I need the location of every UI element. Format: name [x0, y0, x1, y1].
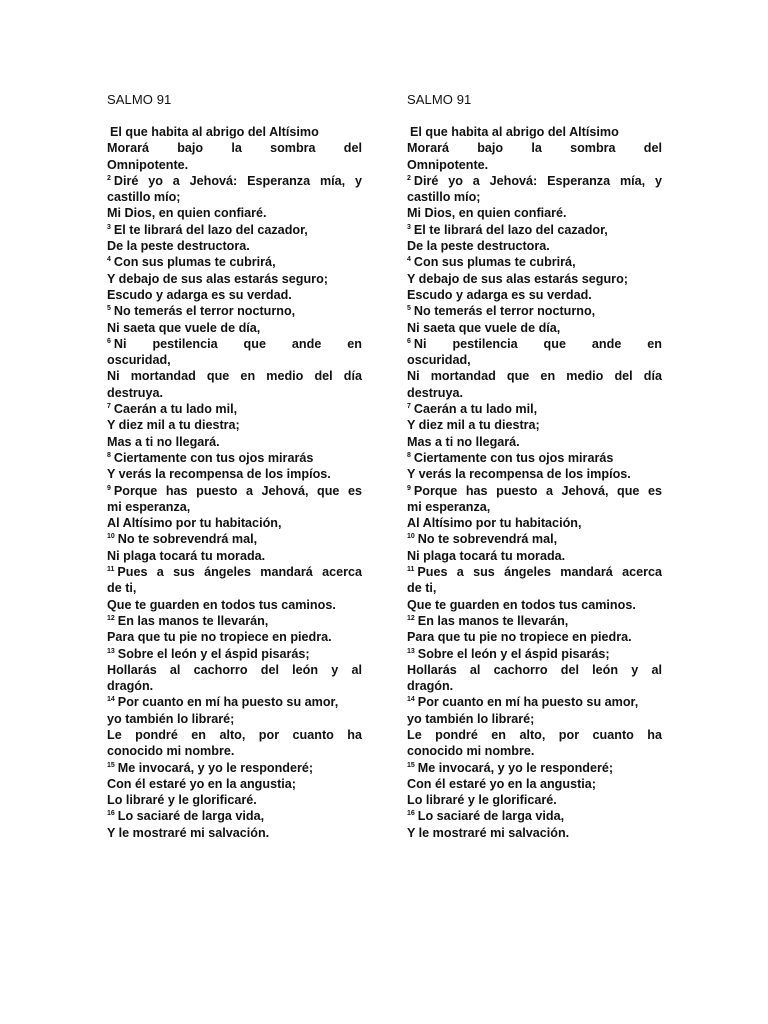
verse-line — [107, 743, 362, 759]
verse-line — [107, 515, 362, 531]
verse-line — [407, 466, 662, 482]
verse-line — [407, 157, 662, 173]
verse-text: Le pondré en alto, por cuanto ha — [407, 727, 662, 742]
verse-text: oscuridad, — [407, 353, 471, 368]
verse-line — [107, 808, 362, 824]
verse-line — [107, 678, 362, 694]
verse-text: Sobre el león y el áspid pisarás; — [417, 646, 610, 661]
verse-text: Y debajo de sus alas estarás seguro; — [407, 271, 628, 286]
verse-text: Por cuanto en mí ha puesto su amor, — [117, 695, 339, 710]
verse-line — [407, 189, 662, 205]
verse-number: 14 — [407, 696, 415, 704]
verse-text: mi esperanza, — [407, 499, 491, 514]
verse-line — [407, 727, 662, 743]
verse-text: Pues a sus ángeles mandará acerca — [117, 565, 362, 580]
verse-number: 14 — [107, 696, 115, 704]
verse-text: No te sobrevendrá mal, — [417, 532, 558, 547]
verse-line — [407, 711, 662, 727]
verse-line — [407, 173, 662, 189]
verse-line — [407, 450, 662, 466]
verse-line — [407, 271, 662, 287]
verse-number: 9 — [107, 484, 111, 492]
verse-line — [107, 499, 362, 515]
verse-line — [107, 694, 362, 710]
verse-line — [107, 711, 362, 727]
verse-number: 8 — [407, 451, 411, 459]
verse-line — [107, 662, 362, 678]
verse-number: 9 — [407, 484, 411, 492]
verse-line — [407, 140, 662, 156]
verse-line — [407, 483, 662, 499]
verse-number: 16 — [407, 810, 415, 818]
verse-line — [407, 352, 662, 368]
psalm-text — [107, 124, 362, 841]
verse-number: 10 — [407, 533, 415, 541]
right-column — [407, 92, 662, 841]
verse-text: Me invocará, y yo le responderé; — [417, 760, 614, 775]
left-column — [107, 92, 362, 841]
verse-line — [107, 385, 362, 401]
verse-line — [407, 205, 662, 221]
verse-text: Porque has puesto a Jehová, que es — [413, 483, 662, 498]
verse-line — [107, 760, 362, 776]
verse-line — [107, 629, 362, 645]
verse-text: Y diez mil a tu diestra; — [407, 418, 540, 433]
verse-number: 15 — [107, 761, 115, 769]
verse-line — [107, 352, 362, 368]
verse-line — [407, 303, 662, 319]
verse-text: Hollarás al cachorro del león y al — [107, 662, 362, 677]
verse-text: castillo mío; — [407, 190, 481, 205]
verse-text: Ni saeta que vuele de día, — [107, 320, 261, 335]
verse-line — [107, 205, 362, 221]
verse-number: 10 — [107, 533, 115, 541]
verse-text: conocido mi nombre. — [107, 744, 235, 759]
verse-text: Diré yo a Jehová: Esperanza mía, y — [113, 173, 362, 188]
verse-text: Ni plaga tocará tu morada. — [407, 548, 566, 563]
verse-text: El te librará del lazo del cazador, — [413, 222, 608, 237]
verse-line — [107, 320, 362, 336]
verse-line — [107, 613, 362, 629]
verse-text: De la peste destructora. — [407, 239, 550, 254]
verse-line — [407, 825, 662, 841]
verse-line — [407, 792, 662, 808]
verse-text: Escudo y adarga es su verdad. — [407, 287, 592, 302]
verse-line — [107, 792, 362, 808]
verse-number: 12 — [107, 614, 115, 622]
verse-line — [407, 336, 662, 352]
verse-line — [407, 222, 662, 238]
psalm-heading: SALMO 91 — [107, 92, 172, 107]
verse-line — [407, 613, 662, 629]
verse-line — [407, 385, 662, 401]
verse-line — [107, 254, 362, 270]
verse-number: 8 — [107, 451, 111, 459]
verse-number: 13 — [407, 647, 415, 655]
verse-text: castillo mío; — [107, 190, 181, 205]
verse-number: 6 — [107, 337, 111, 345]
verse-text: Para que tu pie no tropiece en piedra. — [407, 630, 632, 645]
verse-text: destruya. — [107, 385, 163, 400]
verse-text: Con sus plumas te cubrirá, — [113, 255, 276, 270]
verse-line — [407, 629, 662, 645]
verse-line — [107, 450, 362, 466]
verse-text: Lo saciaré de larga vida, — [417, 809, 565, 824]
verse-text: Ni mortandad que en medio del día — [107, 369, 362, 384]
verse-line — [407, 254, 662, 270]
verse-text: oscuridad, — [107, 353, 171, 368]
verse-line — [407, 580, 662, 596]
verse-line — [107, 776, 362, 792]
verse-text: Sobre el león y el áspid pisarás; — [117, 646, 310, 661]
verse-text: dragón. — [107, 679, 154, 694]
verse-line — [107, 564, 362, 580]
verse-text: Ciertamente con tus ojos mirarás — [113, 450, 314, 465]
verse-line — [407, 760, 662, 776]
verse-text: Con él estaré yo en la angustia; — [407, 776, 596, 791]
verse-number: 4 — [107, 256, 111, 264]
verse-line — [107, 727, 362, 743]
verse-line — [107, 531, 362, 547]
verse-number: 4 — [407, 256, 411, 264]
verse-line — [107, 401, 362, 417]
verse-line — [107, 466, 362, 482]
verse-text: Y le mostraré mi salvación. — [107, 825, 270, 840]
verse-text: Morará bajo la sombra del — [107, 141, 362, 156]
verse-line — [407, 287, 662, 303]
verse-number: 12 — [407, 614, 415, 622]
verse-text: dragón. — [407, 679, 454, 694]
verse-text: Que te guarden en todos tus caminos. — [107, 597, 336, 612]
verse-text: Para que tu pie no tropiece en piedra. — [107, 630, 332, 645]
verse-line — [107, 336, 362, 352]
verse-text: de ti, — [107, 581, 137, 596]
verse-text: El te librará del lazo del cazador, — [113, 222, 308, 237]
verse-text: Mi Dios, en quien confiaré. — [107, 206, 267, 221]
verse-text: Ni saeta que vuele de día, — [407, 320, 561, 335]
verse-text: Omnipotente. — [107, 157, 189, 172]
verse-text: yo también lo libraré; — [407, 711, 535, 726]
verse-line — [107, 271, 362, 287]
verse-line — [107, 434, 362, 450]
verse-text: Morará bajo la sombra del — [407, 141, 662, 156]
verse-text: Hollarás al cachorro del león y al — [407, 662, 662, 677]
verse-text: Y verás la recompensa de los impíos. — [407, 467, 631, 482]
verse-text: Al Altísimo por tu habitación, — [407, 516, 582, 531]
verse-number: 7 — [407, 403, 411, 411]
verse-line — [407, 564, 662, 580]
verse-line — [107, 124, 362, 140]
verse-text: Y debajo de sus alas estarás seguro; — [107, 271, 328, 286]
verse-text: Con sus plumas te cubrirá, — [413, 255, 576, 270]
verse-number: 5 — [107, 305, 111, 313]
verse-line — [407, 662, 662, 678]
verse-line — [407, 368, 662, 384]
verse-number: 15 — [407, 761, 415, 769]
verse-line — [107, 157, 362, 173]
verse-text: No te sobrevendrá mal, — [117, 532, 258, 547]
verse-text: Ni plaga tocará tu morada. — [107, 548, 266, 563]
verse-number: 5 — [407, 305, 411, 313]
verse-line — [107, 483, 362, 499]
verse-text: mi esperanza, — [107, 499, 191, 514]
verse-text: Ciertamente con tus ojos mirarás — [413, 450, 614, 465]
verse-number: 11 — [407, 566, 415, 574]
verse-line — [107, 303, 362, 319]
verse-text: Me invocará, y yo le responderé; — [117, 760, 314, 775]
verse-line — [107, 287, 362, 303]
verse-line — [107, 173, 362, 189]
verse-text: Al Altísimo por tu habitación, — [107, 516, 282, 531]
verse-text: Ni pestilencia que ande en — [413, 336, 662, 351]
verse-text: En las manos te llevarán, — [417, 613, 569, 628]
verse-number: 2 — [107, 174, 111, 182]
verse-text: Lo libraré y le glorificaré. — [407, 793, 557, 808]
verse-line — [407, 678, 662, 694]
verse-text: yo también lo libraré; — [107, 711, 235, 726]
verse-line — [407, 646, 662, 662]
verse-number: 2 — [407, 174, 411, 182]
verse-text: No temerás el terror nocturno, — [113, 304, 296, 319]
verse-line — [107, 189, 362, 205]
verse-text: El que habita al abrigo del Altísimo — [110, 125, 319, 139]
verse-text: Porque has puesto a Jehová, que es — [113, 483, 362, 498]
verse-line — [407, 401, 662, 417]
verse-line — [407, 597, 662, 613]
verse-text: Ni pestilencia que ande en — [113, 336, 362, 351]
verse-text: Que te guarden en todos tus caminos. — [407, 597, 636, 612]
verse-text: El que habita al abrigo del Altísimo — [410, 125, 619, 139]
verse-line — [107, 222, 362, 238]
verse-number: 6 — [407, 337, 411, 345]
verse-text: Mi Dios, en quien confiaré. — [407, 206, 567, 221]
verse-text: Con él estaré yo en la angustia; — [107, 776, 296, 791]
verse-line — [107, 825, 362, 841]
psalm-heading: SALMO 91 — [407, 92, 472, 107]
verse-line — [107, 368, 362, 384]
verse-line — [107, 597, 362, 613]
verse-number: 16 — [107, 810, 115, 818]
verse-text: Escudo y adarga es su verdad. — [107, 287, 292, 302]
verse-text: En las manos te llevarán, — [117, 613, 269, 628]
verse-text: Y verás la recompensa de los impíos. — [107, 467, 331, 482]
verse-text: Pues a sus ángeles mandará acerca — [417, 565, 662, 580]
verse-number: 13 — [107, 647, 115, 655]
verse-line — [107, 238, 362, 254]
psalm-text — [407, 124, 662, 841]
verse-line — [107, 548, 362, 564]
verse-line — [407, 548, 662, 564]
verse-text: Lo saciaré de larga vida, — [117, 809, 265, 824]
verse-line — [407, 515, 662, 531]
verse-number: 3 — [107, 223, 111, 231]
verse-line — [407, 776, 662, 792]
verse-text: Y le mostraré mi salvación. — [407, 825, 570, 840]
verse-line — [407, 808, 662, 824]
verse-text: Lo libraré y le glorificaré. — [107, 793, 257, 808]
verse-text: Le pondré en alto, por cuanto ha — [107, 727, 362, 742]
verse-text: Y diez mil a tu diestra; — [107, 418, 240, 433]
verse-line — [407, 743, 662, 759]
verse-text: Ni mortandad que en medio del día — [407, 369, 662, 384]
verse-text: Por cuanto en mí ha puesto su amor, — [417, 695, 639, 710]
verse-text: Caerán a tu lado mil, — [113, 402, 238, 417]
verse-line — [407, 694, 662, 710]
verse-line — [107, 140, 362, 156]
verse-number: 11 — [107, 566, 115, 574]
verse-text: Diré yo a Jehová: Esperanza mía, y — [413, 173, 662, 188]
verse-line — [107, 580, 362, 596]
verse-line — [407, 434, 662, 450]
verse-text: Omnipotente. — [407, 157, 489, 172]
verse-number: 3 — [407, 223, 411, 231]
verse-line — [407, 238, 662, 254]
verse-line — [407, 531, 662, 547]
verse-line — [407, 499, 662, 515]
verse-number: 7 — [107, 403, 111, 411]
verse-line — [107, 417, 362, 433]
verse-text: conocido mi nombre. — [407, 744, 535, 759]
verse-line — [407, 320, 662, 336]
verse-text: Mas a ti no llegará. — [107, 434, 220, 449]
verse-line — [407, 124, 662, 140]
verse-text: destruya. — [407, 385, 463, 400]
verse-line — [107, 646, 362, 662]
verse-text: de ti, — [407, 581, 437, 596]
verse-text: Caerán a tu lado mil, — [413, 402, 538, 417]
verse-line — [407, 417, 662, 433]
verse-text: De la peste destructora. — [107, 239, 250, 254]
verse-text: Mas a ti no llegará. — [407, 434, 520, 449]
verse-text: No temerás el terror nocturno, — [413, 304, 596, 319]
